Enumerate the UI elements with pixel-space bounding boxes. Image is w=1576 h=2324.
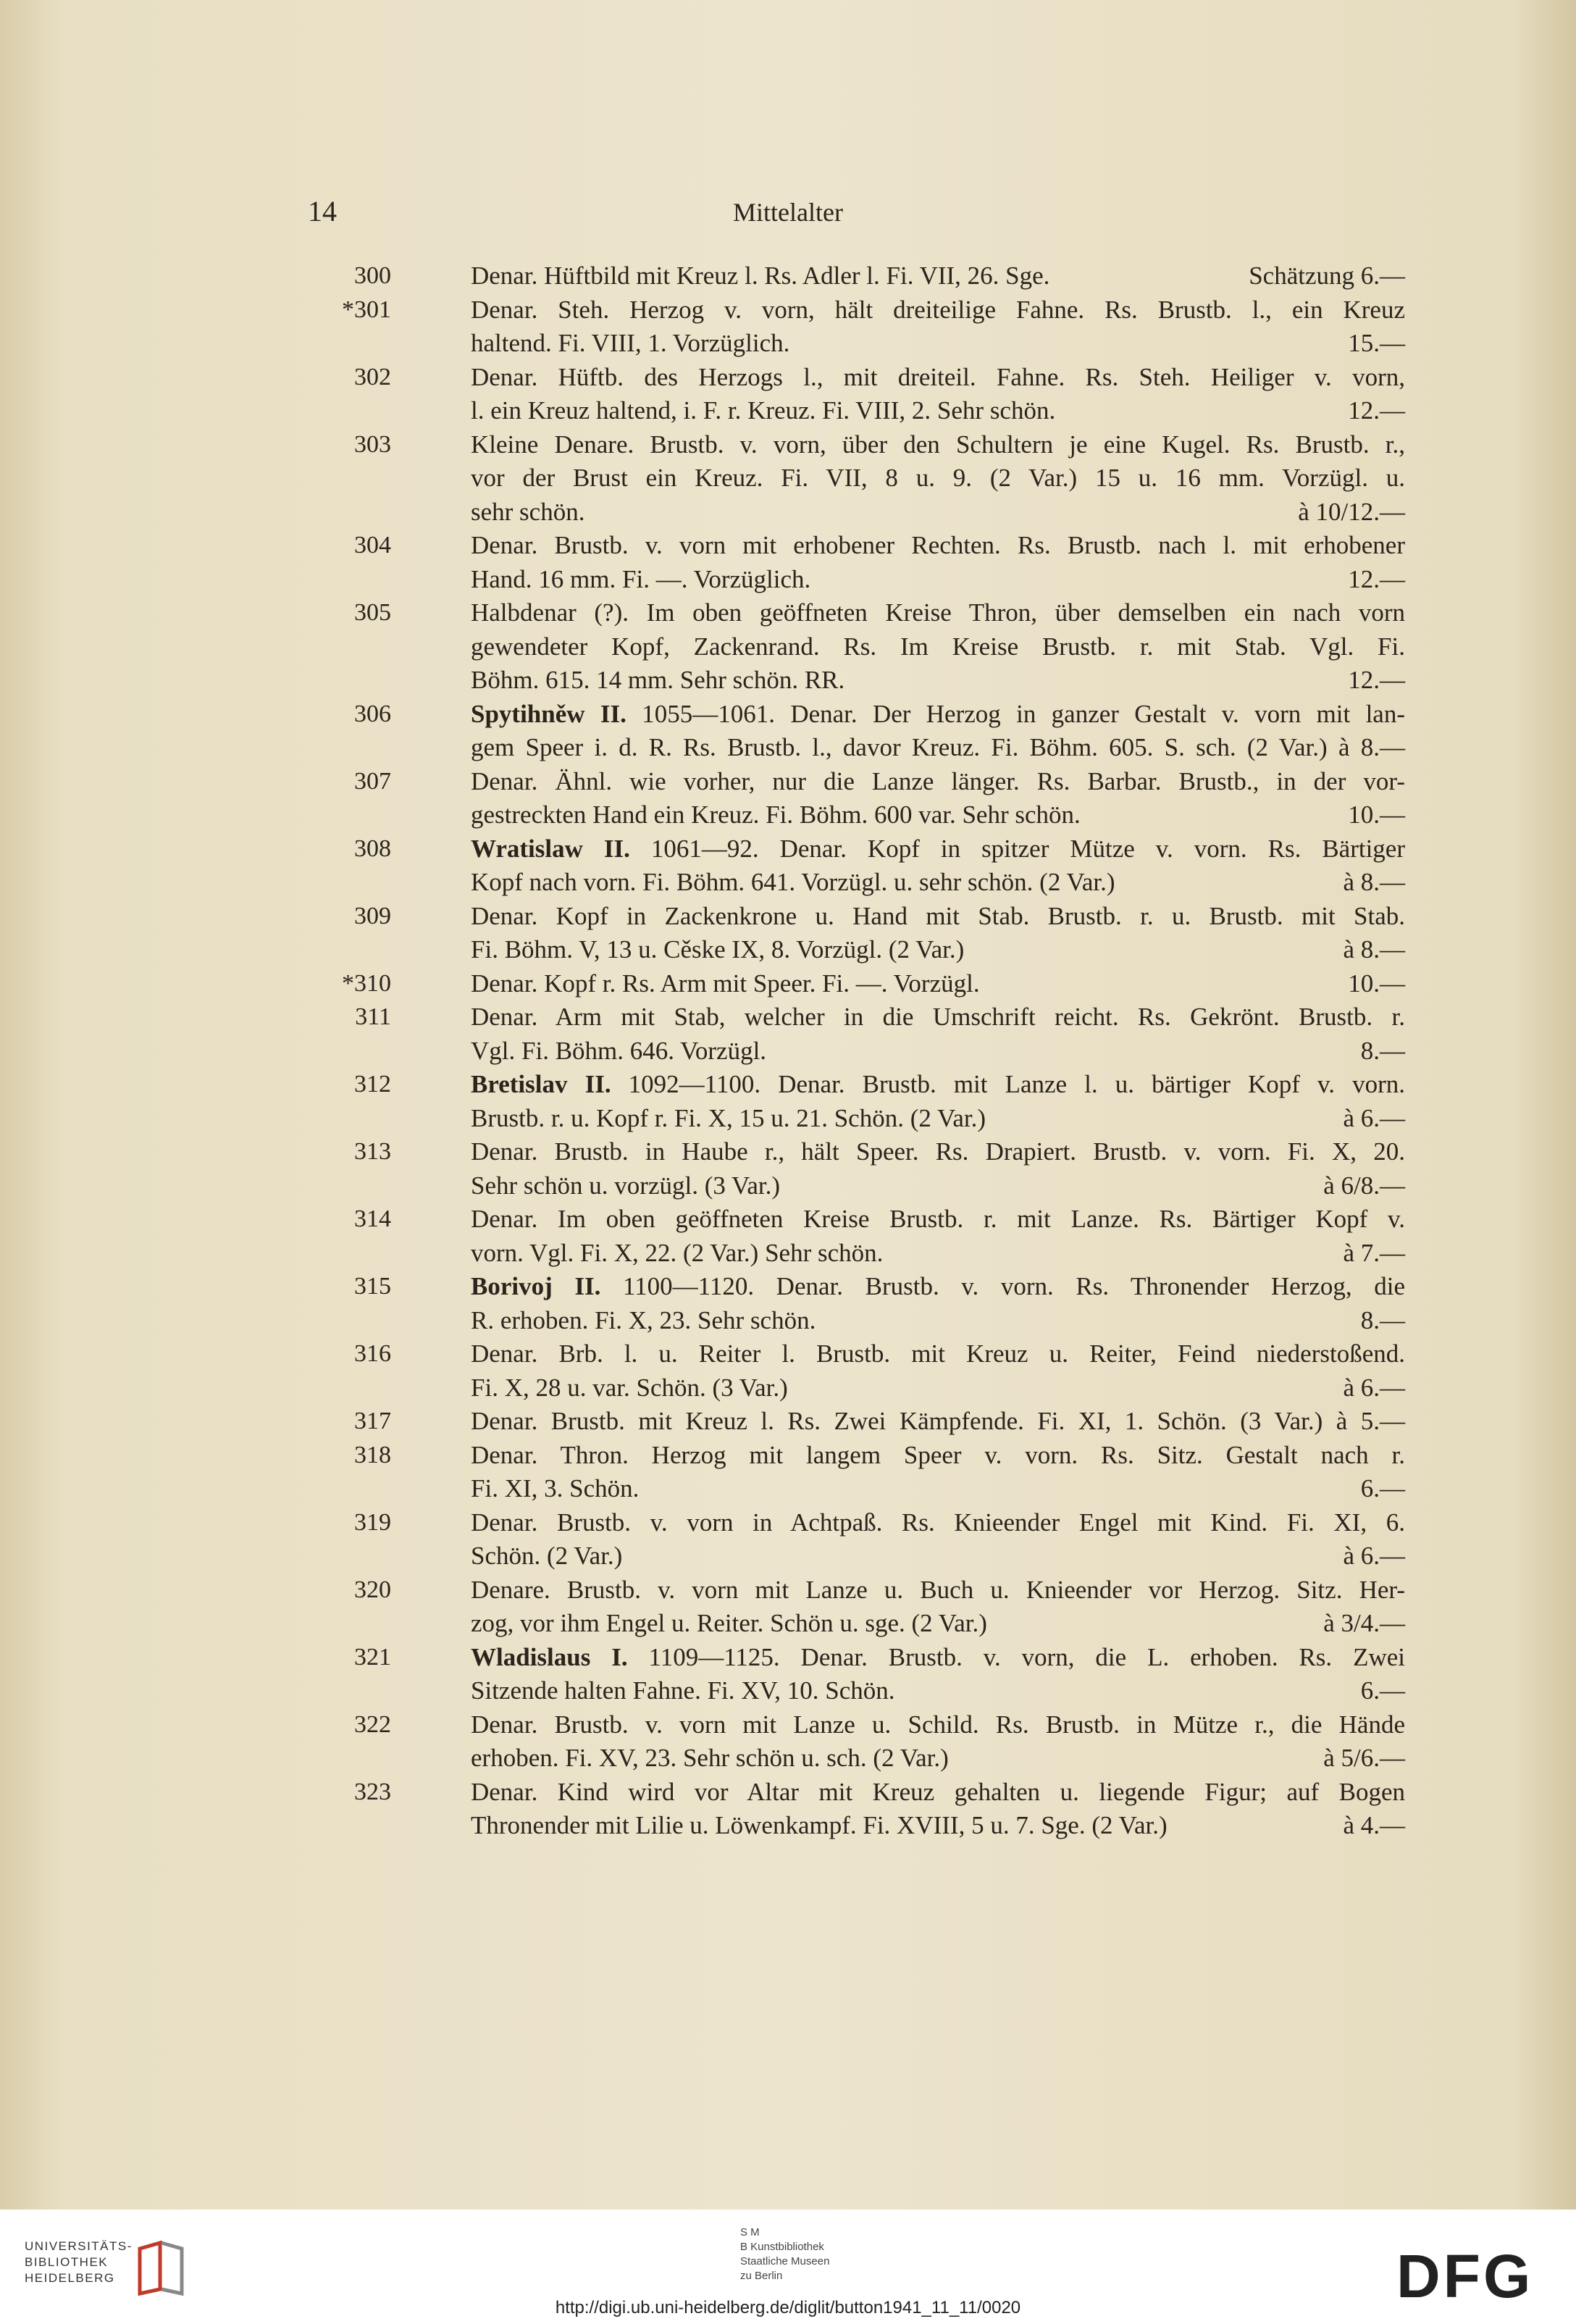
ruler-name: Wratislaw II.	[471, 834, 630, 863]
entry-line	[471, 1270, 1405, 1304]
catalogue-entry	[319, 529, 1405, 596]
line-text: l. ein Kreuz haltend, i. F. r. Kreuz. Fi. VIII, 2. Sehr schön.	[471, 396, 1056, 425]
entry-description	[471, 1203, 1405, 1270]
line-text: Bretislav II. 1092—1100. Denar. Brustb. mit Lanze l. u. bärtiger Kopf v. vorn.	[471, 1070, 1405, 1098]
line-text: Denar. Hüftbild mit Kreuz l. Rs. Adler l. Fi. VII, 26. Sge.	[471, 262, 1050, 290]
entry-number: 316	[354, 1340, 391, 1367]
running-title: Mittelalter	[733, 198, 843, 227]
entry-description	[471, 428, 1405, 530]
entry-description	[471, 1135, 1405, 1203]
entry-line	[471, 529, 1405, 563]
entry-description	[471, 1641, 1405, 1708]
entry-line	[471, 1135, 1405, 1169]
entry-description	[471, 596, 1405, 698]
line-text: vor der Brust ein Kreuz. Fi. VII, 8 u. 9. (2 Var.) 15 u. 16 mm. Vorzügl. u.	[471, 464, 1405, 492]
catalogue-entry	[319, 698, 1405, 765]
line-text: Sitzende halten Fahne. Fi. XV, 10. Schön.	[471, 1676, 895, 1705]
estimate-price: 10.—	[1348, 969, 1405, 998]
entry-line	[471, 1371, 1405, 1405]
line-text: Denar. Hüftb. des Herzogs l., mit dreiteil. Fahne. Rs. Steh. Heiliger v. vorn,	[471, 362, 1405, 391]
entry-line	[471, 1439, 1405, 1473]
catalogue-entry	[319, 596, 1405, 698]
catalogue-entry	[319, 1439, 1405, 1506]
line-text: Denar. Kopf r. Rs. Arm mit Speer. Fi. —. Vorzügl.	[471, 969, 980, 998]
entry-number: 308	[354, 835, 391, 862]
line-text: Denar. Brustb. in Haube r., hält Speer. Rs. Drapiert. Brustb. v. vorn. Fi. X, 20.	[471, 1137, 1405, 1166]
stamp-line: Staatliche Museen	[740, 2255, 830, 2267]
entry-line	[471, 664, 1405, 698]
entry-number: 302	[354, 363, 391, 390]
entry-description	[471, 1337, 1405, 1405]
line-text: Denar. Kopf in Zackenkrone u. Hand mit Stab. Brustb. r. u. Brustb. mit Stab.	[471, 901, 1405, 930]
line-text: Denare. Brustb. v. vorn mit Lanze u. Buch u. Knieender vor Herzog. Sitz. Her-	[471, 1575, 1405, 1604]
ruler-name: Spytihněw II.	[471, 699, 626, 728]
ruler-name: Bretislav II.	[471, 1070, 611, 1098]
entry-line	[471, 900, 1405, 934]
entry-line	[471, 1742, 1405, 1776]
entry-number: 300	[354, 262, 391, 289]
entry-line	[471, 765, 1405, 799]
museum-stamp	[740, 2225, 829, 2283]
stamp-line: B Kunstbibliothek	[740, 2241, 824, 2253]
line-text: gestreckten Hand ein Kreuz. Fi. Böhm. 600 var. Sehr schön.	[471, 801, 1081, 829]
entry-line	[471, 1674, 1405, 1708]
estimate-price: à 6.—	[1343, 1103, 1405, 1132]
entry-number: 305	[354, 599, 391, 626]
line-text: Wratislaw II. 1061—92. Denar. Kopf in spitzer Mütze v. vorn. Rs. Bärtiger	[471, 834, 1405, 863]
estimate-price: 8.—	[1360, 1305, 1405, 1334]
entry-description	[471, 529, 1405, 596]
entry-line	[471, 327, 1405, 361]
line-text: Denar. Arm mit Stab, welcher in die Umschrift reicht. Rs. Gekrönt. Brustb. r.	[471, 1003, 1405, 1031]
catalogue-entry	[319, 1068, 1405, 1135]
entry-description	[471, 967, 1405, 1001]
line-text: Fi. Böhm. V, 13 u. Cěske IX, 8. Vorzügl. (2 Var.)	[471, 935, 965, 964]
line-text: Vgl. Fi. Böhm. 646. Vorzügl.	[471, 1036, 767, 1065]
entry-number: 314	[354, 1205, 391, 1232]
page-url[interactable]: http://digi.ub.uni-heidelberg.de/diglit/button1941_11_11/0020	[555, 2298, 1021, 2317]
entry-line	[471, 394, 1405, 428]
entry-description	[471, 1439, 1405, 1506]
entry-line	[471, 933, 1405, 967]
line-text: Fi. X, 28 u. var. Schön. (3 Var.)	[471, 1373, 788, 1402]
entry-description	[471, 259, 1405, 293]
entry-line	[471, 293, 1405, 327]
line-text: R. erhoben. Fi. X, 23. Sehr schön.	[471, 1305, 816, 1334]
entry-line	[471, 731, 1405, 765]
catalogue-entry	[319, 1270, 1405, 1337]
entry-line	[471, 428, 1405, 462]
line-text: Halbdenar (?). Im oben geöffneten Kreise Thron, über demselben ein nach vorn	[471, 598, 1405, 627]
entry-number: 315	[354, 1273, 391, 1300]
university-library-logo[interactable]	[25, 2239, 133, 2286]
entry-line	[471, 1405, 1405, 1439]
entry-line	[471, 1809, 1405, 1843]
catalogue-entry	[319, 361, 1405, 428]
catalogue-entry	[319, 293, 1405, 361]
entry-line	[471, 1237, 1405, 1271]
estimate-price: 6.—	[1360, 1676, 1405, 1705]
entry-line	[471, 1000, 1405, 1034]
entry-description	[471, 293, 1405, 361]
entry-line	[471, 461, 1405, 496]
entry-number: 321	[354, 1643, 391, 1671]
entry-number: 323	[354, 1778, 391, 1805]
line-text: Denar. Brustb. mit Kreuz l. Rs. Zwei Kämpfende. Fi. XI, 1. Schön. (3 Var.) à 5.—	[471, 1407, 1405, 1435]
line-text: Denar. Brustb. v. vorn in Achtpaß. Rs. Knieender Engel mit Kind. Fi. XI, 6.	[471, 1508, 1405, 1537]
entry-line	[471, 866, 1405, 900]
estimate-price: à 6.—	[1343, 1542, 1405, 1570]
entry-description	[471, 698, 1405, 765]
entry-number: 306	[354, 700, 391, 727]
catalogue-entry	[319, 259, 1405, 293]
logo-line: HEIDELBERG	[25, 2271, 115, 2285]
entry-description	[471, 1573, 1405, 1641]
line-text: Schön. (2 Var.)	[471, 1542, 623, 1570]
estimate-price: à 7.—	[1343, 1238, 1405, 1267]
entry-line	[471, 1068, 1405, 1102]
catalogue-entry	[319, 1776, 1405, 1843]
stamp-line: S M	[740, 2226, 760, 2239]
entry-description	[471, 832, 1405, 900]
entry-line	[471, 1641, 1405, 1675]
estimate-price: 12.—	[1348, 666, 1405, 694]
entry-number: 309	[354, 902, 391, 929]
entry-number: *310	[342, 969, 391, 997]
entry-description	[471, 1405, 1405, 1439]
line-text: Denar. Brustb. v. vorn mit erhobener Rechten. Rs. Brustb. nach l. mit erhobener	[471, 531, 1405, 559]
entry-line	[471, 259, 1405, 293]
estimate-price: à 6.—	[1343, 1373, 1405, 1402]
entry-line	[471, 967, 1405, 1001]
line-text: Thronender mit Lilie u. Löwenkampf. Fi. XVIII, 5 u. 7. Sge. (2 Var.)	[471, 1811, 1168, 1839]
line-text: Fi. XI, 3. Schön.	[471, 1474, 640, 1502]
catalogue-entry	[319, 1641, 1405, 1708]
line-text: Denar. Brb. l. u. Reiter l. Brustb. mit Kreuz u. Reiter, Feind niederstoßend.	[471, 1339, 1405, 1368]
line-text: Borivoj II. 1100—1120. Denar. Brustb. v. vorn. Rs. Thronender Herzog, die	[471, 1272, 1405, 1300]
entry-description	[471, 900, 1405, 967]
estimate-price: à 10/12.—	[1298, 497, 1405, 526]
entry-description	[471, 1000, 1405, 1068]
entry-line	[471, 1337, 1405, 1371]
entry-line	[471, 1304, 1405, 1338]
entry-description	[471, 1506, 1405, 1573]
page-number: 14	[308, 195, 337, 227]
entry-description	[471, 1708, 1405, 1776]
estimate-price: 6.—	[1360, 1474, 1405, 1502]
entry-line	[471, 798, 1405, 832]
logo-line: BIBLIOTHEK	[25, 2255, 109, 2269]
entry-description	[471, 1068, 1405, 1135]
line-text: vorn. Vgl. Fi. X, 22. (2 Var.) Sehr schön.	[471, 1238, 884, 1267]
catalogue-entry	[319, 1337, 1405, 1405]
line-text: Kopf nach vorn. Fi. Böhm. 641. Vorzügl. u. sehr schön. (2 Var.)	[471, 868, 1115, 896]
line-text: Denar. Brustb. v. vorn mit Lanze u. Schild. Rs. Brustb. in Mütze r., die Hände	[471, 1710, 1405, 1739]
line-text: Denar. Im oben geöffneten Kreise Brustb. r. mit Lanze. Rs. Bärtiger Kopf v.	[471, 1205, 1405, 1233]
entry-line	[471, 596, 1405, 630]
entry-line	[471, 1506, 1405, 1540]
logo-line: UNIVERSITÄTS-	[25, 2239, 133, 2253]
entry-description	[471, 765, 1405, 832]
entry-number: 322	[354, 1710, 391, 1738]
catalogue-entry	[319, 1203, 1405, 1270]
entry-line	[471, 1573, 1405, 1608]
catalogue-entry	[319, 765, 1405, 832]
estimate-price: 15.—	[1348, 329, 1405, 357]
line-text: sehr schön.	[471, 497, 585, 526]
entry-description	[471, 361, 1405, 428]
catalogue-entry	[319, 967, 1405, 1001]
estimate-price: 12.—	[1348, 396, 1405, 425]
entry-line	[471, 361, 1405, 395]
catalogue-entry	[319, 900, 1405, 967]
entry-number: *301	[342, 296, 391, 323]
catalogue-entry	[319, 1573, 1405, 1641]
line-text: Denar. Steh. Herzog v. vorn, hält dreiteilige Fahne. Rs. Brustb. l., ein Kreuz	[471, 295, 1405, 324]
estimate-price: 8.—	[1360, 1036, 1405, 1065]
line-text: gewendeter Kopf, Zackenrand. Rs. Im Kreise Brustb. r. mit Stab. Vgl. Fi.	[471, 632, 1405, 661]
line-text: erhoben. Fi. XV, 23. Sehr schön u. sch. (2 Var.)	[471, 1744, 949, 1772]
line-text: Denar. Thron. Herzog mit langem Speer v. vorn. Rs. Sitz. Gestalt nach r.	[471, 1440, 1405, 1469]
catalogue-entry	[319, 1000, 1405, 1068]
entry-number: 312	[354, 1071, 391, 1098]
entry-number: 311	[355, 1003, 391, 1030]
line-text: zog, vor ihm Engel u. Reiter. Schön u. sge. (2 Var.)	[471, 1609, 987, 1637]
entry-line	[471, 1203, 1405, 1237]
catalogue-entry	[319, 1405, 1405, 1439]
line-text: Kleine Denare. Brustb. v. vorn, über den Schultern je eine Kugel. Rs. Brustb. r.,	[471, 430, 1405, 459]
entry-line	[471, 1539, 1405, 1573]
catalogue-entry	[319, 1135, 1405, 1203]
ruler-name: Borivoj II.	[471, 1272, 601, 1300]
dfg-logo[interactable]: DFG	[1396, 2242, 1534, 2310]
entry-number: 317	[354, 1408, 391, 1434]
library-emblem-icon	[134, 2236, 188, 2296]
viewer-footer	[0, 2210, 1576, 2324]
entry-line	[471, 698, 1405, 732]
estimate-price: à 4.—	[1343, 1811, 1405, 1839]
estimate-price: 10.—	[1348, 801, 1405, 829]
estimate-price: Schätzung 6.—	[1249, 262, 1405, 290]
entry-description	[471, 1270, 1405, 1337]
entry-line	[471, 630, 1405, 664]
line-text: Spytihněw II. 1055—1061. Denar. Der Herzog in ganzer Gestalt v. vorn mit lan-	[471, 699, 1405, 728]
estimate-price: à 8.—	[1343, 935, 1405, 964]
entry-description	[471, 1776, 1405, 1843]
entry-line	[471, 1607, 1405, 1641]
entry-line	[471, 1776, 1405, 1810]
catalogue-entry	[319, 1506, 1405, 1573]
catalogue-entry	[319, 428, 1405, 530]
line-text: Wladislaus I. 1109—1125. Denar. Brustb. v. vorn, die L. erhoben. Rs. Zwei	[471, 1642, 1405, 1671]
catalogue-entries	[319, 259, 1405, 1843]
entry-number: 318	[354, 1441, 391, 1468]
estimate-price: à 3/4.—	[1323, 1609, 1405, 1637]
entry-line	[471, 1102, 1405, 1136]
estimate-price: 12.—	[1348, 564, 1405, 593]
line-text: Hand. 16 mm. Fi. —. Vorzüglich.	[471, 564, 811, 593]
entry-line	[471, 1708, 1405, 1742]
estimate-price: à 8.—	[1343, 868, 1405, 896]
entry-line	[471, 1034, 1405, 1069]
line-text: Böhm. 615. 14 mm. Sehr schön. RR.	[471, 666, 845, 694]
estimate-price: à 5/6.—	[1323, 1744, 1405, 1772]
line-text: Sehr schön u. vorzügl. (3 Var.)	[471, 1171, 781, 1200]
line-text: Brustb. r. u. Kopf r. Fi. X, 15 u. 21. Schön. (2 Var.)	[471, 1103, 986, 1132]
entry-number: 313	[354, 1138, 391, 1165]
entry-line	[471, 1472, 1405, 1506]
entry-line	[471, 1169, 1405, 1203]
line-text: gem Speer i. d. R. Rs. Brustb. l., davor Kreuz. Fi. Böhm. 605. S. sch. (2 Var.) à 8.—	[471, 733, 1405, 761]
entry-line	[471, 496, 1405, 530]
page-header	[0, 194, 1576, 238]
entry-number: 304	[354, 532, 391, 559]
line-text: Denar. Kind wird vor Altar mit Kreuz gehalten u. liegende Figur; auf Bogen	[471, 1777, 1405, 1806]
catalogue-entry	[319, 1708, 1405, 1776]
entry-number: 307	[354, 767, 391, 795]
ruler-name: Wladislaus I.	[471, 1642, 628, 1671]
entry-line	[471, 832, 1405, 866]
stamp-line: zu Berlin	[740, 2270, 783, 2282]
entry-line	[471, 563, 1405, 597]
line-text: Denar. Ähnl. wie vorher, nur die Lanze länger. Rs. Barbar. Brustb., in der vor-	[471, 766, 1405, 795]
entry-number: 320	[354, 1576, 391, 1603]
line-text: haltend. Fi. VIII, 1. Vorzüglich.	[471, 329, 790, 357]
catalogue-entry	[319, 832, 1405, 900]
entry-number: 319	[354, 1508, 391, 1536]
entry-number: 303	[354, 430, 391, 458]
estimate-price: à 6/8.—	[1323, 1171, 1405, 1200]
